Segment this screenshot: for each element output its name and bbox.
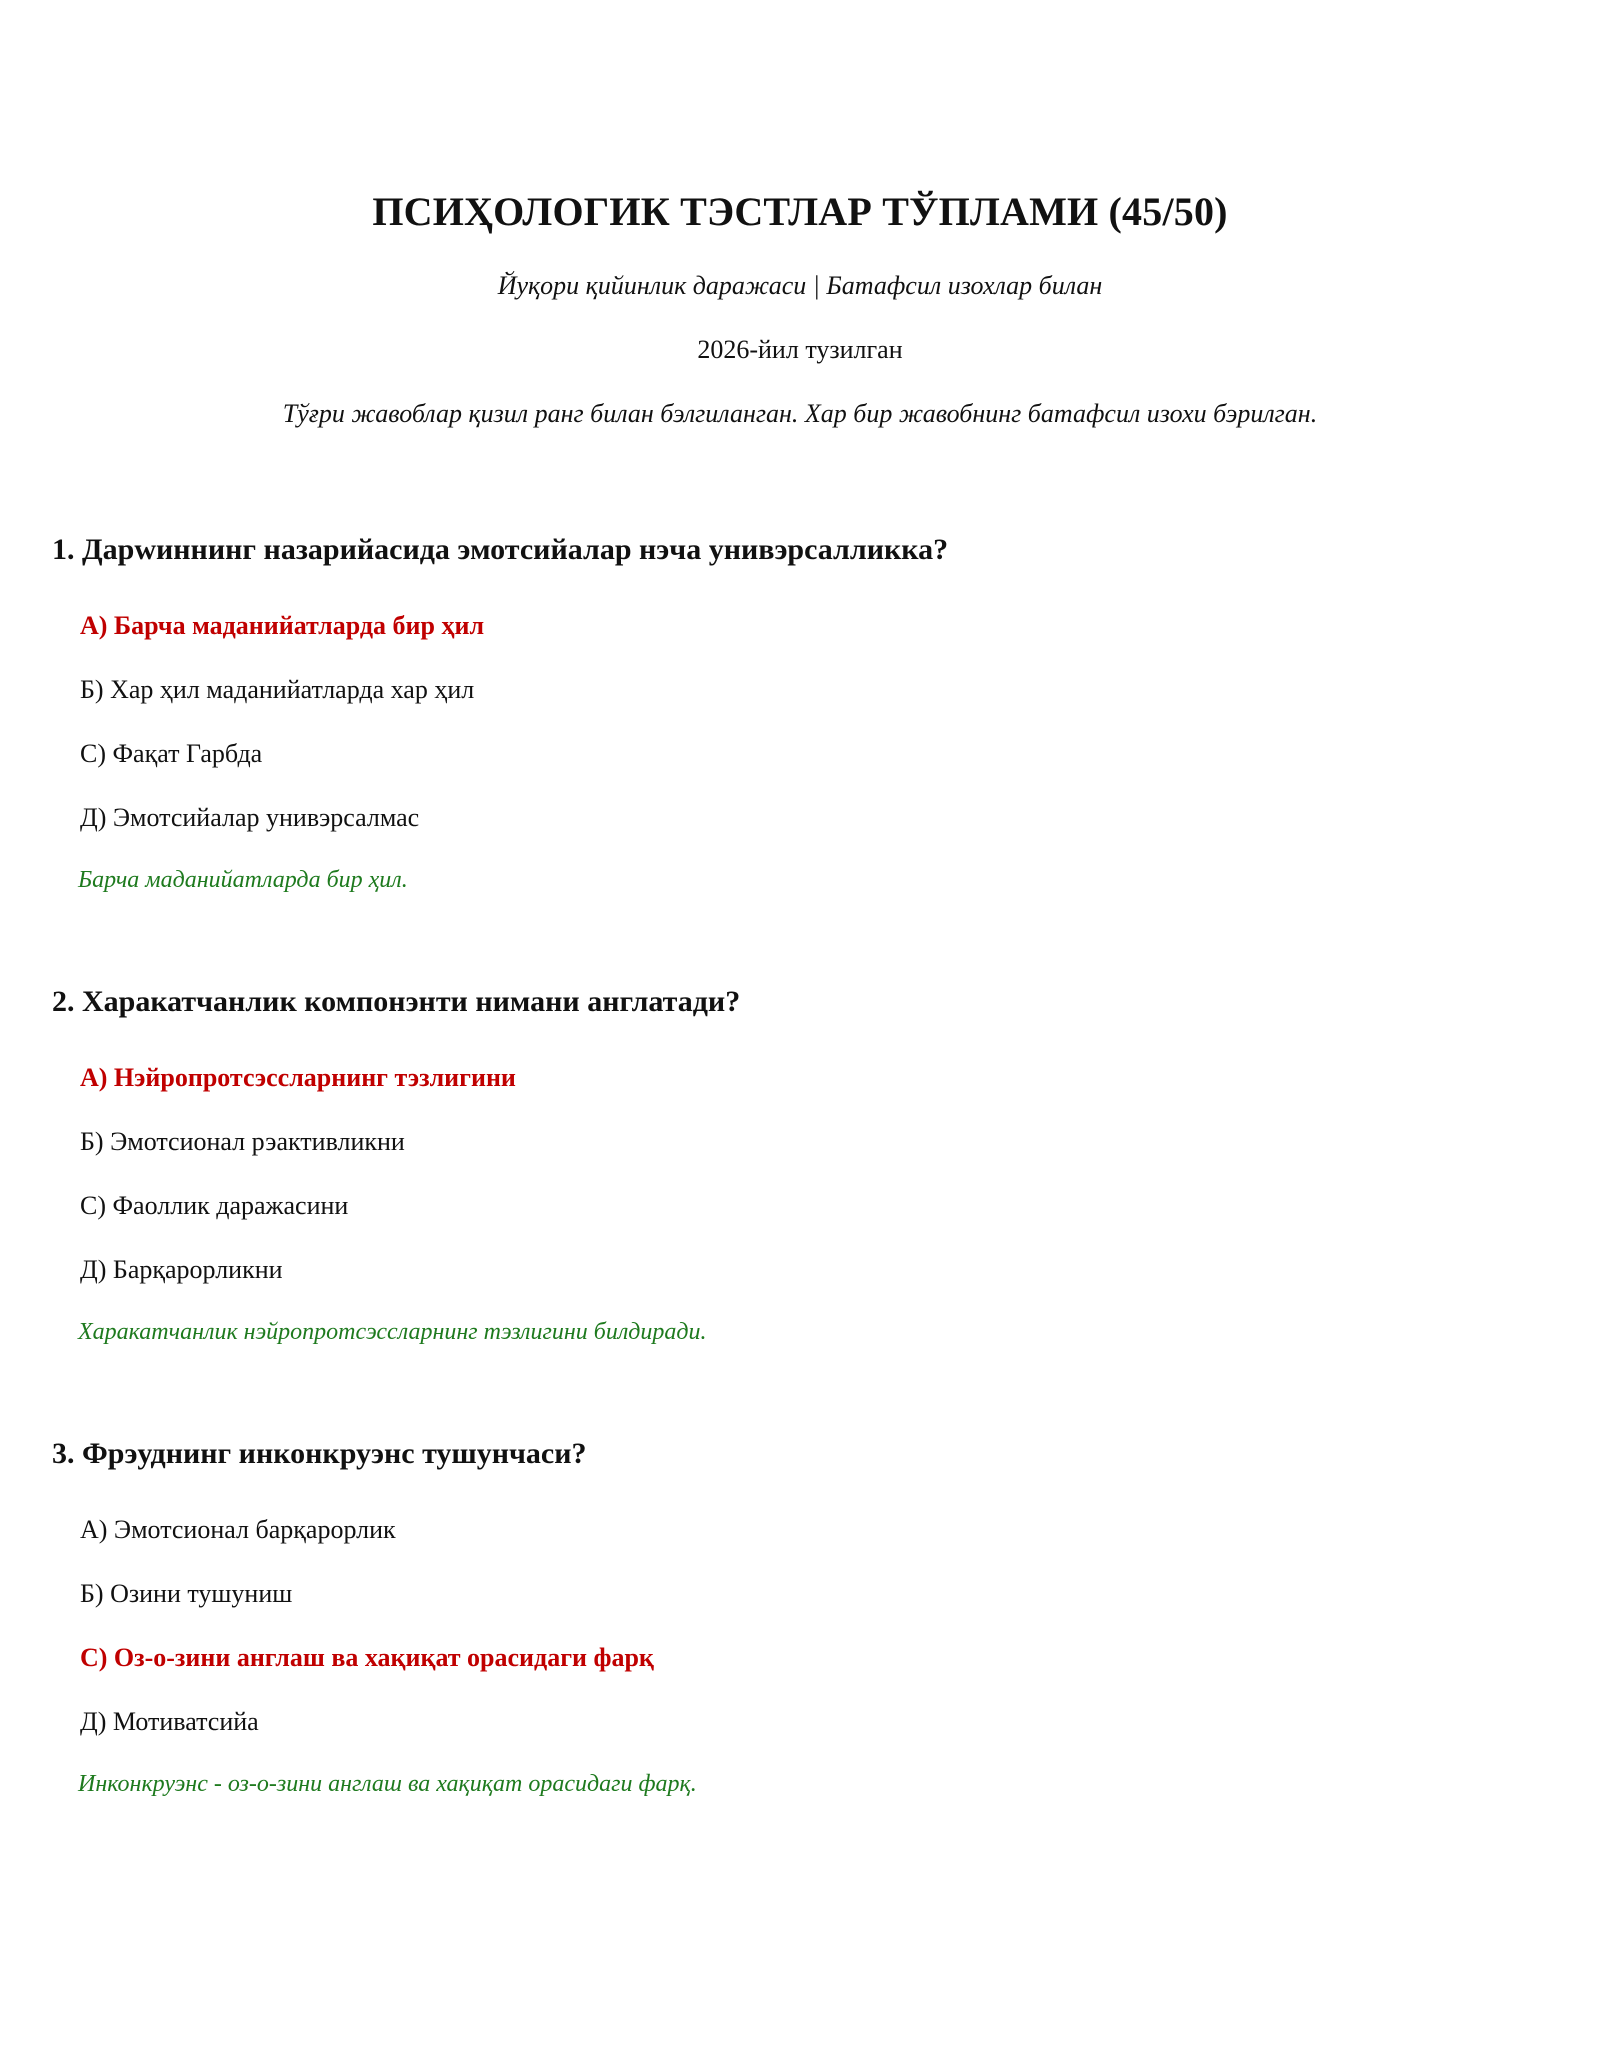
page-subtitle: Йуқори қийинлик даражаси | Батафсил изохлар билан: [497, 271, 1103, 300]
option-d: Д) Мотиватсийа: [80, 1707, 259, 1736]
option-d: Д) Барқарорликни: [80, 1255, 283, 1284]
option-b: Б) Эмотсионал рэактивликни: [80, 1127, 405, 1156]
answer-explanation: Харакатчанлик нэйропротсэссларнинг тэзлигини билдиради.: [78, 1319, 707, 1345]
question-text: 1. Дарwиннинг назарийасида эмотсийалар нэча унивэрсалликка?: [52, 533, 949, 566]
options-list: [52, 1498, 1552, 1754]
answer-explanation: Инконкруэнс - оз-о-зини англаш ва хақиқат орасидаги фарқ.: [78, 1771, 697, 1797]
question-text: 2. Харакатчанлик компонэнти нимани англатади?: [52, 985, 741, 1018]
answer-explanation: Барча маданийатларда бир ҳил.: [78, 867, 408, 893]
options-list: [52, 1046, 1552, 1302]
question-block: [52, 530, 1552, 910]
compile-date: 2026-йил тузилган: [697, 335, 903, 364]
option-a-correct: А) Барча маданийатларда бир ҳил: [80, 611, 485, 640]
option-b: Б) Озини тушуниш: [80, 1579, 293, 1608]
option-c-correct: С) Оз-о-зини англаш ва хақиқат орасидаги фарқ: [80, 1643, 654, 1672]
options-list: [52, 594, 1552, 850]
option-d: Д) Эмотсийалар унивэрсалмас: [80, 803, 420, 832]
option-c: С) Фаоллик даражасини: [80, 1191, 349, 1220]
page-title: ПСИҲОЛОГИК ТЭСТЛАР ТЎПЛАМИ (45/50): [372, 189, 1228, 234]
option-a-correct: А) Нэйропротсэссларнинг тэзлигини: [80, 1063, 516, 1092]
option-c: С) Фақат Гарбда: [80, 739, 263, 768]
question-text: 3. Фрэуднинг инконкруэнс тушунчаси?: [52, 1437, 587, 1470]
option-a: А) Эмотсионал барқарорлик: [80, 1515, 396, 1544]
instructions-note: Тўғри жавоблар қизил ранг билан бэлгиланган. Хар бир жавобнинг батафсил изохи бэрилган.: [282, 399, 1318, 428]
option-b: Б) Хар ҳил маданийатларда хар ҳил: [80, 675, 475, 704]
question-block: [52, 982, 1552, 1362]
question-block: [52, 1434, 1552, 1814]
